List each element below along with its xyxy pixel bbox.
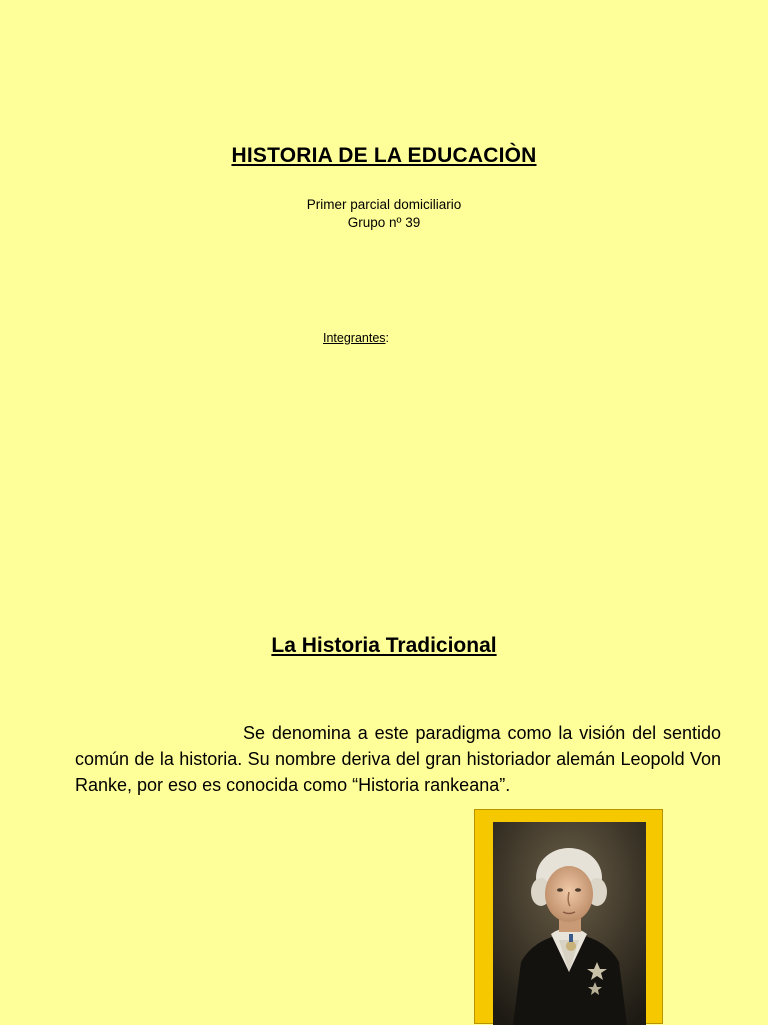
section-title: La Historia Tradicional	[271, 634, 497, 657]
portrait-painting-icon	[493, 822, 646, 1025]
subtitle-line-1: Primer parcial domiciliario	[306, 197, 462, 212]
integrantes-label	[323, 331, 389, 345]
integrantes-text: Integrantes	[323, 331, 386, 345]
body-paragraph: Se denomina a este paradigma como la visión del sentido común de la historia. Su nombre deriva del gran historiador alemán Leopold Von Ranke, por eso es conocida como “Historia rankeana”.	[75, 723, 721, 795]
document-title: HISTORIA DE LA EDUCACIÒN	[231, 144, 537, 167]
portrait-image	[474, 809, 663, 1024]
integrantes-colon: :	[385, 331, 390, 345]
subtitle-block	[0, 196, 768, 232]
subtitle-line-2: Grupo nº 39	[347, 215, 421, 230]
